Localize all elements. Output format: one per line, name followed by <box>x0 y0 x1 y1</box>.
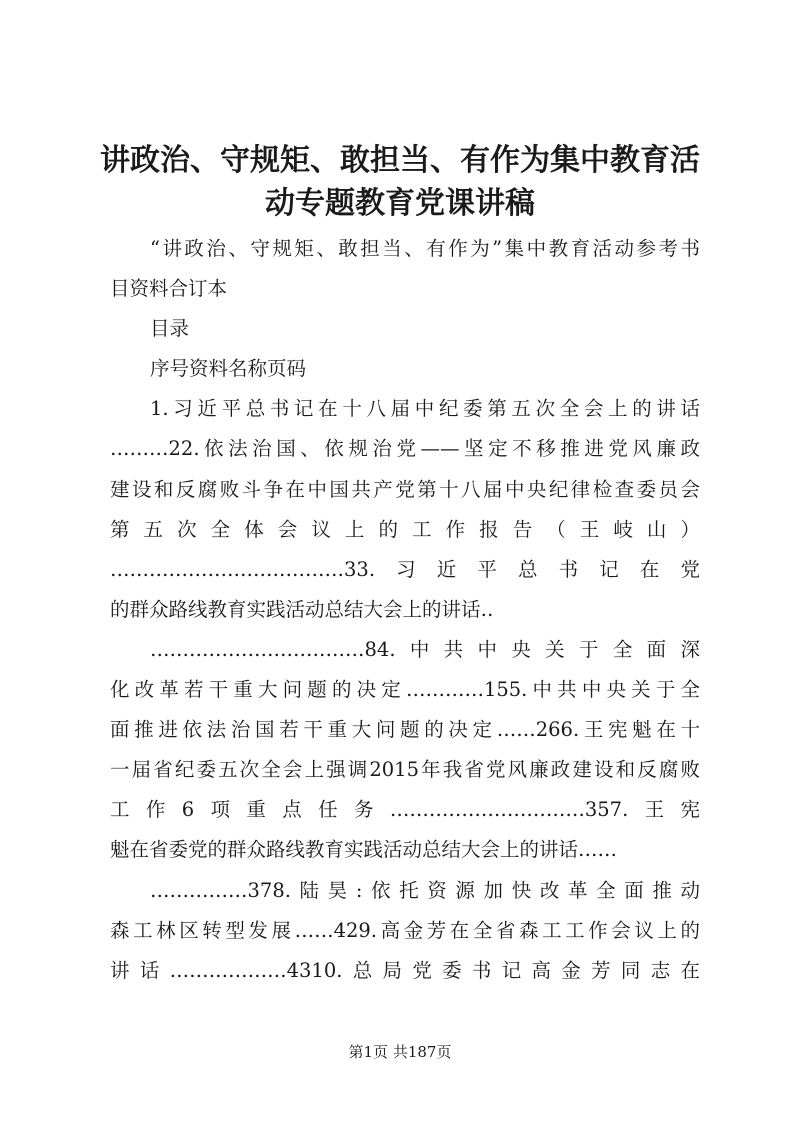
toc-entry: 魁在省委党的群众路线教育实践活动总结大会上的讲话…… <box>110 838 618 861</box>
toc-entry: ………………………………33.习近平总书记在党 <box>110 558 700 581</box>
toc-entry: 第五次全体会议上的工作报告（王岐山） <box>110 518 700 541</box>
toc-entry: 面推进依法治国若干重大问题的决定……266.王宪魁在十 <box>110 718 700 741</box>
toc-entry: 一届省纪委五次全会上强调2015年我省党风廉政建设和反腐败 <box>110 758 700 781</box>
toc-entry: 森工林区转型发展……429.高金芳在全省森工工作会议上的 <box>110 919 700 942</box>
body-line: 目资料合订本 <box>110 277 228 300</box>
body-line: “讲政治、守规矩、敢担当、有作为”集中教育活动参考书 <box>150 237 700 260</box>
toc-heading: 目录 <box>150 317 190 340</box>
toc-entry: ……………378.陆昊:依托资源加快改革全面推动 <box>150 879 700 902</box>
toc-entry: ………22.依法治国、依规治党——坚定不移推进党风廉政 <box>110 437 700 460</box>
toc-entry: 讲话………………4310.总局党委书记高金芳同志在 <box>110 959 700 982</box>
document-title-line-2: 动专题教育党课讲稿 <box>265 186 535 221</box>
toc-entry: ……………………………84.中共中央关于全面深 <box>150 638 700 661</box>
toc-column-header: 序号资料名称页码 <box>150 357 307 380</box>
toc-entry: 1.习近平总书记在十八届中纪委第五次全会上的讲话 <box>150 397 700 420</box>
toc-entry: 工作6项重点任务…………………………357.王宪 <box>110 798 700 821</box>
toc-entry: 化改革若干重大问题的决定…………155.中共中央关于全 <box>110 678 700 701</box>
page-footer: 第1页 共187页 <box>348 1043 452 1061</box>
toc-entry: 的群众路线教育实践活动总结大会上的讲话‥ <box>110 598 494 621</box>
toc-entry: 建设和反腐败斗争在中国共产党第十八届中央纪律检查委员会 <box>110 478 700 501</box>
document-title-line-1: 讲政治、守规矩、敢担当、有作为集中教育活 <box>100 143 700 178</box>
